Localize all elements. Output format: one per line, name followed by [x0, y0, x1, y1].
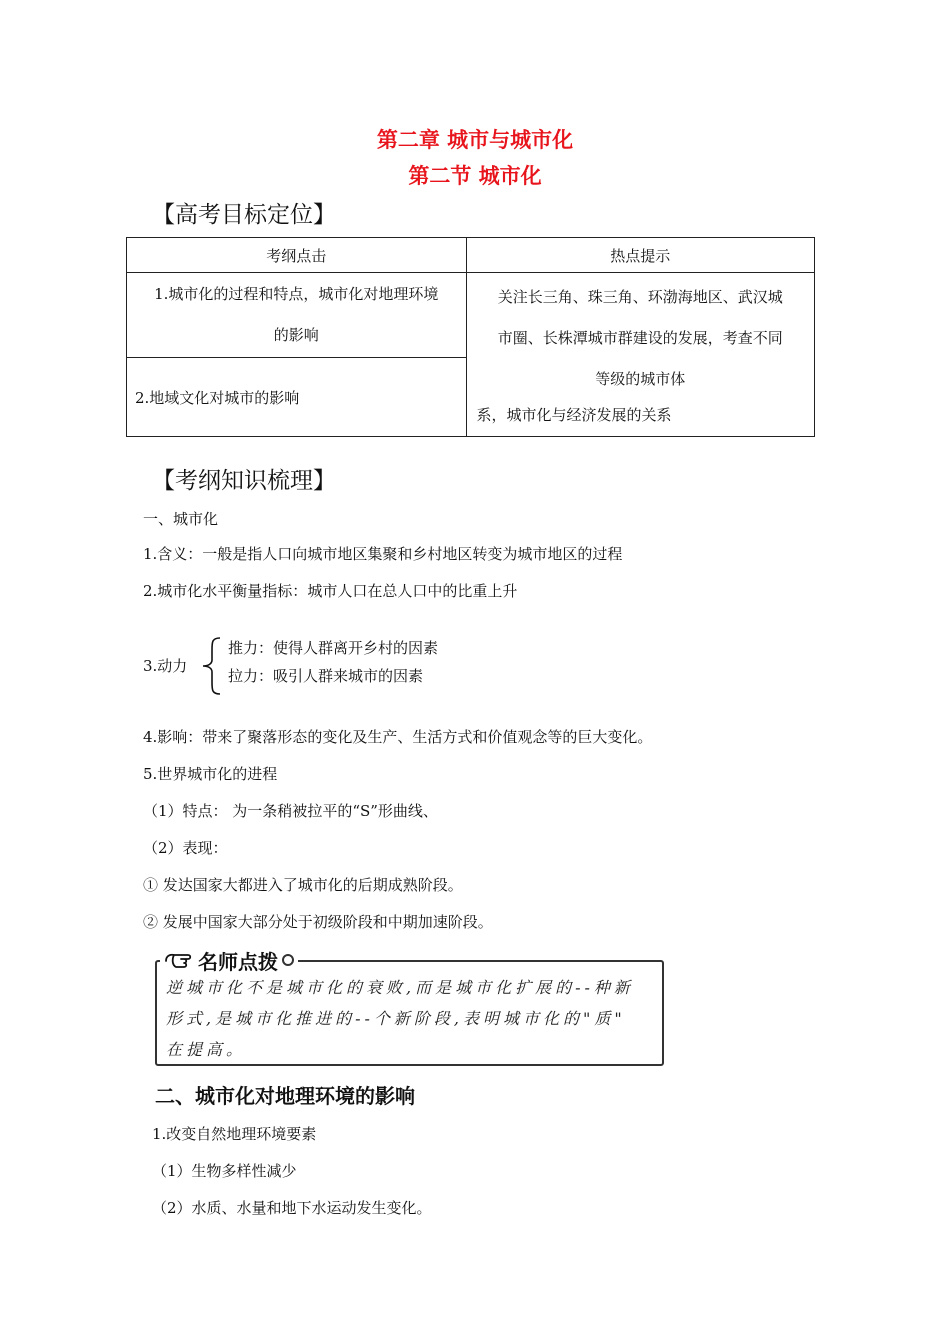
teacher-tip-title: 名师点拨: [198, 949, 278, 974]
hotspot-line: 市圈、长株潭城市群建设的发展，考查不同: [497, 329, 783, 347]
hotspot-cell: [466, 273, 815, 437]
definition-paragraph: 1.含义：一般是指人口向城市地区集聚和乡村地区转变为城市地区的过程: [143, 545, 623, 563]
target-table: [126, 237, 815, 437]
syllabus-item-2: 2.地域文化对城市的影响: [127, 358, 467, 437]
hotspot-line: 关注长三角、珠三角、环渤海地区、武汉城: [497, 288, 783, 306]
section1-title: 一、城市化: [143, 510, 219, 528]
chapter-title: 第二章 城市与城市化: [376, 128, 574, 152]
syllabus-item-1-line2: 的影响: [273, 326, 319, 345]
biodiversity-item: （1）生物多样性减少: [152, 1162, 297, 1180]
curly-brace-icon: [200, 636, 224, 696]
push-factor: 推力：使得人群离开乡村的因素: [228, 639, 439, 657]
section2-point1: 1.改变自然地理环境要素: [152, 1125, 317, 1143]
indicator-paragraph: 2.城市化水平衡量指标：城市人口在总人口中的比重上升: [143, 582, 518, 600]
table-header-hotspot: 热点提示: [466, 238, 815, 273]
teacher-tip-line: 在提高。: [166, 1040, 247, 1059]
pointing-hand-icon: [164, 949, 194, 971]
teacher-tip-line: 逆城市化不是城市化的衰败,而是城市化扩展的--种新: [166, 978, 634, 997]
section2-title: 二、城市化对地理环境的影响: [155, 1084, 415, 1108]
process-performance: （2）表现：: [143, 839, 228, 857]
knowledge-heading: 【考纲知识梳理】: [152, 468, 336, 494]
target-heading: 【高考目标定位】: [152, 202, 336, 228]
section-title: 第二节 城市化: [408, 164, 542, 188]
teacher-tip-header: [160, 946, 298, 974]
hotspot-line: 系，城市化与经济发展的关系: [476, 406, 672, 424]
impact-paragraph: 4.影响：带来了聚落形态的变化及生产、生活方式和价值观念等的巨大变化。: [143, 728, 653, 746]
table-header-syllabus: 考纲点击: [127, 238, 467, 273]
process-feature: （1）特点： 为一条稍被拉平的“S”形曲线、: [143, 802, 438, 820]
developed-countries-item: ① 发达国家大都进入了城市化的后期成熟阶段。: [143, 876, 463, 894]
syllabus-item-1: [127, 273, 467, 358]
hotspot-line: 等级的城市体: [595, 370, 686, 388]
pull-factor: 拉力：吸引人群来城市的因素: [228, 667, 424, 685]
teacher-tip-line: 形式,是城市化推进的--个新阶段,表明城市化的"质": [166, 1009, 626, 1028]
circle-icon: [282, 954, 294, 966]
water-item: （2）水质、水量和地下水运动发生变化。: [152, 1199, 432, 1217]
teacher-tip-text: [166, 972, 656, 1065]
process-heading: 5.世界城市化的进程: [143, 765, 278, 783]
syllabus-item-1-line1: 1.城市化的过程和特点，城市化对地理环境: [154, 285, 439, 304]
developing-countries-item: ② 发展中国家大部分处于初级阶段和中期加速阶段。: [143, 913, 493, 931]
force-label: 3.动力: [143, 657, 188, 675]
